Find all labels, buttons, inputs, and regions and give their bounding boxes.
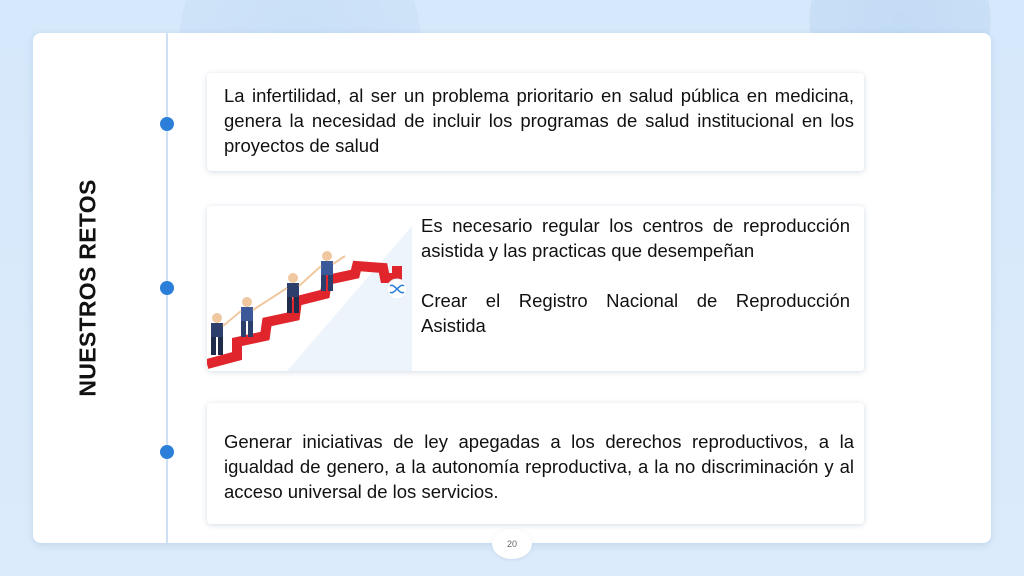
person-4: [299, 251, 345, 291]
challenge-card-1: [207, 73, 864, 171]
section-title: NUESTROS RETOS: [74, 179, 101, 397]
page-number: 20: [492, 529, 532, 559]
challenge-text-3: Generar iniciativas de ley apegadas a los derechos reproductivos, a la igualdad de genero, a la autonomía reproductiva, a la no discriminación y al acceso universal de los servicios.: [224, 431, 854, 502]
person-1: [211, 313, 223, 355]
dna-icon: [387, 279, 407, 299]
person-2: [223, 297, 253, 337]
challenge-card-3: [207, 403, 864, 524]
challenge-text-2b: Crear el Registro Nacional de Reproducción Asistida: [421, 290, 850, 336]
timeline-dot-2: [160, 281, 174, 295]
challenge-text-2a: Es necesario regular los centros de reproducción asistida y las practicas que desempeñan: [421, 215, 850, 261]
challenge-text-1: La infertilidad, al ser un problema prioritario en salud pública en medicina, genera la necesidad de incluir los programas de salud institucional en los proyectos de salud: [224, 85, 854, 156]
challenge-card-2: [207, 206, 864, 371]
timeline-dot-3: [160, 445, 174, 459]
timeline-dot-1: [160, 117, 174, 131]
team-climbing-illustration: [207, 206, 412, 371]
